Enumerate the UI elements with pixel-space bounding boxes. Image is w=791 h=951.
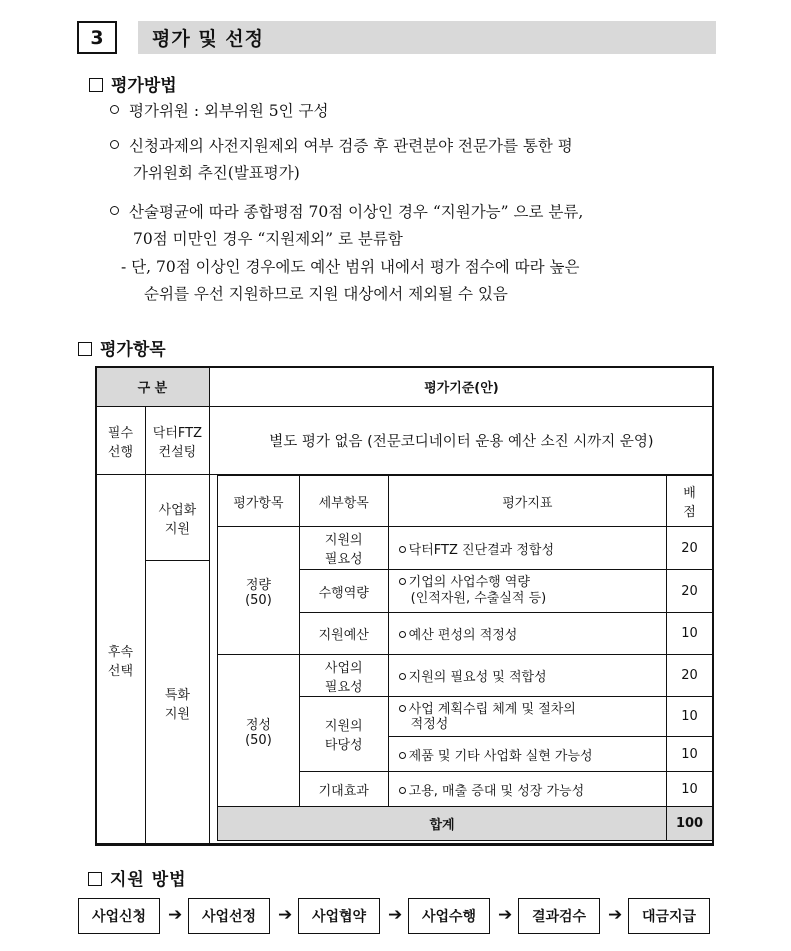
qual-label-1: 정성 [245, 717, 271, 733]
header-category: 구 분 [96, 367, 210, 407]
method-item-text: 평가위원 : 외부위원 5인 구성 [129, 102, 329, 120]
circle-bullet-icon [110, 206, 119, 215]
index-text: 제품 및 기타 사업화 실현 가능성 [408, 748, 593, 764]
checkbox-square-icon [88, 872, 102, 886]
sub-line-2: 필요성 [324, 552, 363, 567]
special-support-2: 지원 [164, 707, 190, 722]
table-row-sub [299, 697, 388, 772]
quant-label-1: 정량 [245, 577, 271, 593]
table-row-index [388, 737, 666, 772]
biz-support [146, 475, 209, 561]
table-row-index [388, 613, 666, 655]
method-item-text: 산술평균에 따라 종합평점 70점 이상인 경우 “지원가능” 으로 분류, [129, 203, 584, 221]
inner-header-item: 평가항목 [218, 476, 300, 527]
sub-line-2: 필요성 [324, 679, 363, 695]
index-text: 지원의 필요성 및 적합성 [408, 670, 547, 685]
index-text: 사업 계획수립 체계 및 절차의 [408, 701, 576, 717]
arrow-right-icon: ➔ [278, 905, 293, 925]
step-apply: 사업신청 [78, 898, 160, 934]
biz-support-1: 사업화 [158, 503, 197, 518]
step-agreement: 사업협약 [298, 898, 380, 934]
method-item-2-cont: 가위원회 추진(발표평가) [133, 164, 300, 182]
method-subitem: - 단, 70점 이상인 경우에도 예산 범위 내에서 평가 점수에 따라 높은 [121, 258, 580, 276]
table-row-sub: 기대효과 [299, 772, 388, 807]
method-subitem-cont: 순위를 우선 지원하므로 지원 대상에서 제외될 수 있음 [144, 285, 508, 303]
circle-bullet-icon [399, 673, 406, 680]
inner-header-sub: 세부항목 [299, 476, 388, 527]
table-row-index [388, 527, 666, 570]
table-row-index [388, 655, 666, 697]
method-heading [89, 71, 177, 96]
step-execute: 사업수행 [408, 898, 490, 934]
arrow-right-icon: ➔ [498, 905, 513, 925]
table-row-score: 10 [667, 772, 713, 807]
sub-line-1: 사업의 [324, 660, 363, 676]
table-row-sub [299, 527, 388, 570]
circle-bullet-icon [399, 546, 406, 553]
required-label-2: 선행 [107, 444, 134, 460]
circle-bullet-icon [399, 631, 406, 638]
method-item-3-cont: 70점 미만인 경우 “지원제외” 로 분류함 [133, 230, 403, 248]
total-label: 합계 [218, 807, 667, 841]
support-heading [88, 865, 187, 890]
checkbox-square-icon [78, 342, 92, 356]
table-row-score: 10 [667, 613, 713, 655]
circle-bullet-icon [399, 787, 406, 794]
required-sub-2: 컨설팅 [158, 444, 197, 460]
support-heading-text: 지원 방법 [110, 870, 187, 890]
step-inspect: 결과검수 [518, 898, 600, 934]
section-title: 평가 및 선정 [138, 21, 716, 54]
circle-bullet-icon [399, 705, 406, 712]
table-row-score: 20 [667, 527, 713, 570]
checkbox-square-icon [89, 78, 103, 92]
quant-label [218, 527, 300, 655]
index-text: 고용, 매출 증대 및 성장 가능성 [408, 783, 585, 799]
table-row-sub: 수행역량 [299, 570, 388, 613]
arrow-right-icon: ➔ [608, 905, 623, 925]
table-row-sub [299, 655, 388, 697]
sub-line-1: 지원의 [324, 719, 363, 734]
inner-header-score [667, 476, 713, 527]
circle-bullet-icon [399, 578, 406, 585]
required-text: 별도 평가 없음 (전문코디네이터 운용 예산 소진 시까지 운영) [209, 407, 713, 475]
score-table [217, 475, 713, 841]
table-row-score: 10 [667, 697, 713, 737]
quant-label-2: (50) [245, 592, 272, 608]
sub-line-1: 지원의 [324, 533, 363, 548]
followup-sub-cell [145, 475, 209, 846]
table-row-score: 20 [667, 570, 713, 613]
items-heading [78, 335, 166, 360]
section-number: 3 [77, 21, 117, 54]
table-row-score: 10 [667, 737, 713, 772]
arrow-right-icon: ➔ [388, 905, 403, 925]
table-row-index [388, 772, 666, 807]
followup-label-2: 선택 [107, 664, 134, 679]
sub-line-2: 타당성 [324, 738, 363, 753]
total-score: 100 [667, 807, 713, 841]
arrow-right-icon: ➔ [168, 905, 183, 925]
table-row-index [388, 570, 666, 613]
index-text: 예산 편성의 적정성 [408, 628, 518, 643]
items-heading-text: 평가항목 [100, 340, 166, 360]
index-text: 기업의 사업수행 역량 [408, 575, 530, 590]
biz-support-2: 지원 [164, 522, 190, 537]
circle-bullet-icon [110, 105, 119, 114]
method-item-text: 신청과제의 사전지원제외 여부 검증 후 관련분야 전문가를 통한 평 [129, 137, 573, 155]
index-text-2: (인적자원, 수출실적 등) [410, 591, 547, 606]
method-item-2 [110, 133, 573, 160]
required-label [96, 407, 146, 475]
step-payment: 대금지급 [628, 898, 710, 934]
special-support [146, 561, 209, 845]
circle-bullet-icon [110, 140, 119, 149]
required-sub [145, 407, 209, 475]
qual-label-2: (50) [245, 732, 272, 748]
table-row-sub: 지원예산 [299, 613, 388, 655]
method-item-1 [110, 98, 329, 125]
inner-header-score-1: 배 [683, 486, 696, 501]
index-text: 닥터FTZ 진단결과 정합성 [408, 542, 555, 558]
method-item-3 [110, 199, 583, 226]
required-sub-1: 닥터FTZ [152, 425, 202, 441]
special-support-1: 특화 [164, 688, 190, 703]
inner-header-score-2: 점 [683, 505, 696, 520]
method-heading-text: 평가방법 [111, 76, 177, 96]
header-criteria: 평가기준(안) [209, 367, 713, 407]
table-row-index [388, 697, 666, 737]
inner-header-index: 평가지표 [388, 476, 666, 527]
followup-label [96, 475, 146, 846]
required-label-1: 필수 [107, 425, 134, 441]
index-text-2: 적정성 [410, 716, 449, 732]
circle-bullet-icon [399, 752, 406, 759]
qual-label [218, 655, 300, 807]
step-select: 사업선정 [188, 898, 270, 934]
followup-label-1: 후속 [107, 645, 134, 660]
table-row-score: 20 [667, 655, 713, 697]
